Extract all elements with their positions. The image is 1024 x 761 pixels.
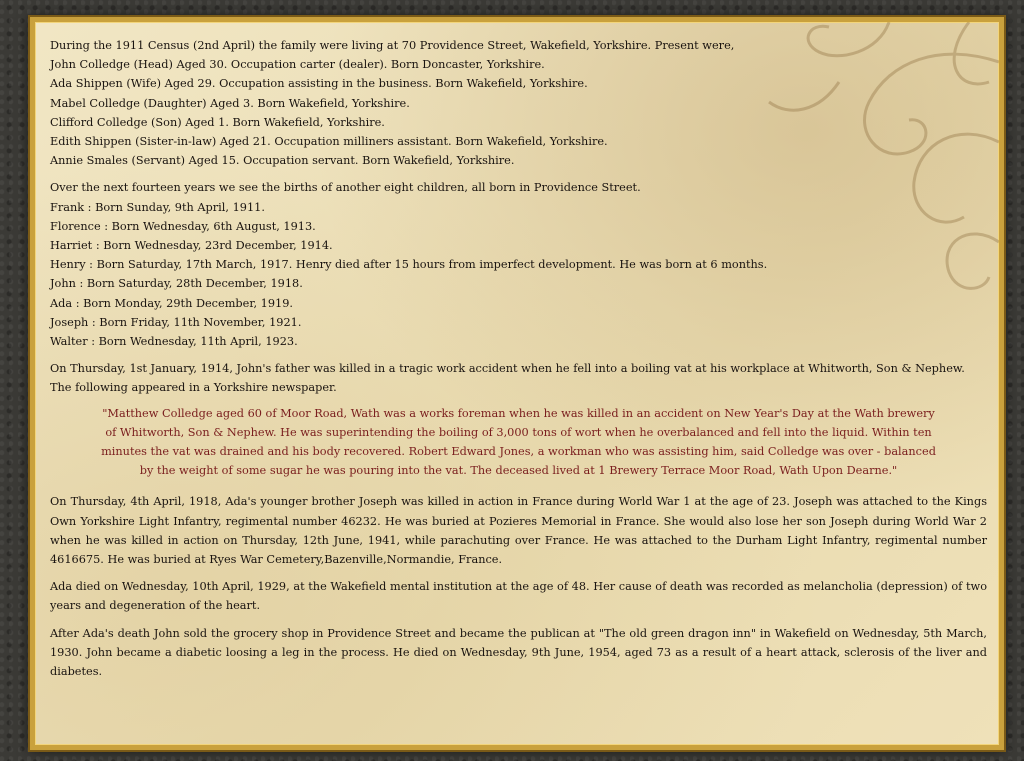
accident-paragraph: On Thursday, 1st January, 1914, John's father was killed in a tragic work accident when he fell into a boiling vat at his workplace at Whitworth, Son & Nephew. xyxy=(50,362,965,376)
census-member: Clifford Colledge (Son) Aged 1. Born Wakefield, Yorkshire. xyxy=(50,115,385,129)
census-member: John Colledge (Head) Aged 30. Occupation carter (dealer). Born Doncaster, Yorkshire. xyxy=(50,58,545,72)
child-birth: John : Born Saturday, 28th December, 1918. xyxy=(50,277,303,291)
census-member: Annie Smales (Servant) Aged 15. Occupation servant. Born Wakefield, Yorkshire. xyxy=(50,154,515,168)
child-birth: Walter : Born Wednesday, 11th April, 1923. xyxy=(50,335,298,349)
census-member: Edith Shippen (Sister-in-law) Aged 21. Occupation milliners assistant. Born Wakefield, Yorkshire. xyxy=(50,135,608,149)
births-intro: Over the next fourteen years we see the births of another eight children, all born in Providence Street. xyxy=(50,181,641,195)
document-body xyxy=(50,36,987,681)
accident-paragraph-cont: The following appeared in a Yorkshire newspaper. xyxy=(50,381,337,395)
john-later-paragraph: After Ada's death John sold the grocery shop in Providence Street and became the publican at "The old green dragon inn" in Wakefield on Wednesday, 5th March, 1930. John became a diabetic loosing a leg in the process. He died on Wednesday, 9th June, 1954, aged 73 as a result of a heart attack, sclerosis of the liver and diabetes. xyxy=(50,626,987,679)
war-paragraph: On Thursday, 4th April, 1918, Ada's younger brother Joseph was killed in action in France during World War 1 at the age of 23. Joseph was attached to the Kings Own Yorkshire Light Infantry, regimental number 46232. He was buried at Pozieres Memorial in France. She would also lose her son Joseph during World War 2 when he was killed in action on Thursday, 12th June, 1941, while parachuting over France. He was attached to the Durham Light Infantry, regimental number 4616675. He was buried at Ryes War Cemetery,Bazenville,Normandie, France. xyxy=(50,495,987,567)
parchment-frame xyxy=(30,17,1004,750)
child-birth: Florence : Born Wednesday, 6th August, 1913. xyxy=(50,219,316,233)
census-member: Mabel Colledge (Daughter) Aged 3. Born Wakefield, Yorkshire. xyxy=(50,96,410,110)
census-member: Ada Shippen (Wife) Aged 29. Occupation assisting in the business. Born Wakefield, Yorkshire. xyxy=(50,77,588,91)
child-birth: Harriet : Born Wednesday, 23rd December, 1914. xyxy=(50,239,333,253)
ada-death-paragraph: Ada died on Wednesday, 10th April, 1929, at the Wakefield mental institution at the age of 48. Her cause of death was recorded as melancholia (depression) of two years and degeneration of the heart. xyxy=(50,580,987,613)
child-birth: Joseph : Born Friday, 11th November, 1921. xyxy=(50,315,302,329)
child-birth: Henry : Born Saturday, 17th March, 1917. Henry died after 15 hours from imperfect development. He was born at 6 months. xyxy=(50,258,768,272)
newspaper-quote: "Matthew Colledge aged 60 of Moor Road, Wath was a works foreman when he was killed in an accident on New Year's Day at the Wath brewery of Whitworth, Son & Nephew. He was superintending the boiling of 3,000 tons of wort when he overbalanced and fell into the liquid. Within ten minutes the vat was drained and his body recovered. Robert Edward Jones, a workman who was assisting him, said Colledge was over - balanced by the weight of some sugar he was pouring into the vat. The deceased lived at 1 Brewery Terrace Moor Road, Wath Upon Dearne." xyxy=(101,406,936,478)
child-birth: Frank : Born Sunday, 9th April, 1911. xyxy=(50,200,265,214)
child-birth: Ada : Born Monday, 29th December, 1919. xyxy=(50,296,294,310)
census-intro: During the 1911 Census (2nd April) the family were living at 70 Providence Street, Wakefield, Yorkshire. Present were, xyxy=(50,39,735,52)
